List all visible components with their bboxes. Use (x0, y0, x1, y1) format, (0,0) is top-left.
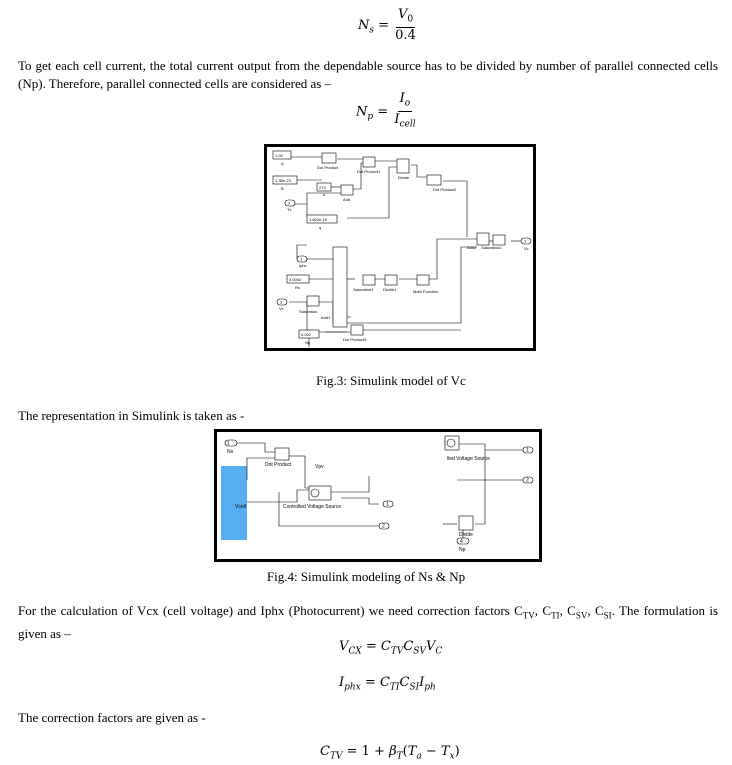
port-Vc: Vc (524, 246, 529, 251)
equation-vcx: $V_{CX} = C_{TV}C_{SV}V_C$ (339, 639, 443, 657)
label-q: q (319, 225, 322, 230)
block-add2: Add2 (467, 245, 477, 250)
block-saturation: Saturation (299, 309, 318, 314)
label-A: A (281, 161, 284, 166)
paragraph-3: For the calculation of Vcx (cell voltage) and Iphx (Photocurrent) we need correction factors $C_{TV}$, $C_{TI}$, $C_{SV}$, $C_{SI}$. The formulation is given as – (18, 603, 719, 641)
label-controlled-voltage-source: Controlled Voltage Source (283, 504, 342, 510)
port-Np: Np (459, 547, 466, 553)
port-Tx: Tx (287, 207, 292, 212)
equation-np: $N_p$ = $\frac{I_o}{I_{cell}}$ (356, 91, 416, 130)
block-add1: Add1 (321, 315, 331, 320)
paragraph-4: The correction factors are given as - (18, 710, 206, 725)
port-Vc-num: 1 (524, 238, 527, 244)
paragraph-1: To get each cell current, the total current output from the dependable source has to be divided by number of parallel connected cells (Np). Therefore, parallel connected cells are considered as – (18, 58, 718, 91)
port-Vx-num: 3 (280, 299, 283, 305)
const-1-92: 1.92 (275, 153, 283, 158)
block-dot-product3: Dot Product3 (343, 337, 367, 342)
const-0-0002: 0.0002 (289, 277, 302, 282)
block-math-function: Math Function (413, 289, 439, 294)
port-Ns: Ns (227, 449, 234, 455)
figure-3-caption: Fig.3: Simulink model of Vc (316, 373, 466, 388)
figure-4-caption: Fig.4: Simulink modeling of Ns & Np (266, 569, 466, 584)
label-B: B (281, 186, 284, 191)
port-Vx: Vx (279, 306, 284, 311)
block-dot-product1: Dot Product1 (357, 169, 381, 174)
label-dot-product: Dot Product (265, 462, 292, 468)
label-vpv: Vpv (315, 464, 324, 470)
const-1-38e-23: 1.38e-23 (275, 178, 291, 183)
block-divide1: Divide1 (383, 287, 397, 292)
block-saturation2: Saturation2 (481, 245, 502, 250)
port-num-out-1: 1 (526, 447, 529, 454)
equation-iphx: $I_{phx} = C_{TI}C_{SI}I_{ph}$ (339, 675, 436, 693)
figure-3-diagram (267, 147, 533, 348)
label-Rs: Rs (295, 285, 300, 290)
label-vcell: Vcell (235, 504, 246, 510)
block-add: Add (343, 197, 351, 202)
port-Iphx: Iphx (299, 263, 307, 268)
block-dot-product2: Dot Product2 (433, 187, 457, 192)
label-divide: Divide (459, 532, 473, 538)
const-0-002: 0.002 (301, 332, 312, 337)
label-k: k (323, 192, 325, 197)
label-controlled-voltage-source-2: lled Voltage Source (447, 456, 491, 462)
block-saturation1: Saturation1 (353, 287, 374, 292)
figure-3-simulink-vc (264, 144, 536, 351)
label-Np: Np (305, 340, 311, 345)
const-273: 273 (319, 185, 326, 190)
const-1-602e-19: 1.602e-19 (309, 217, 328, 222)
paragraph-2: The representation in Simulink is taken as - (18, 408, 245, 423)
figure-4-simulink-ns-np (214, 429, 542, 562)
equation-ctv: $C_{TV} = 1 + \beta_T(T_a - T_x)$ (320, 744, 460, 762)
port-num-1: 1 (386, 501, 389, 508)
port-Ns-num: 1 (227, 440, 230, 447)
equation-ns: $N_s$ = $\frac{V_0}{0.4}$ (358, 7, 416, 43)
block-dot-product: Dot Product (317, 165, 339, 170)
figure-4-diagram (217, 432, 539, 559)
block-divide: Divide (398, 175, 410, 180)
port-num-2: 2 (382, 523, 385, 530)
port-num-out-2: 2 (526, 477, 529, 484)
port-Tx-num: 2 (288, 200, 291, 206)
port-Iphx-num: 1 (300, 256, 303, 262)
port-Np-num: 4 (460, 538, 463, 545)
